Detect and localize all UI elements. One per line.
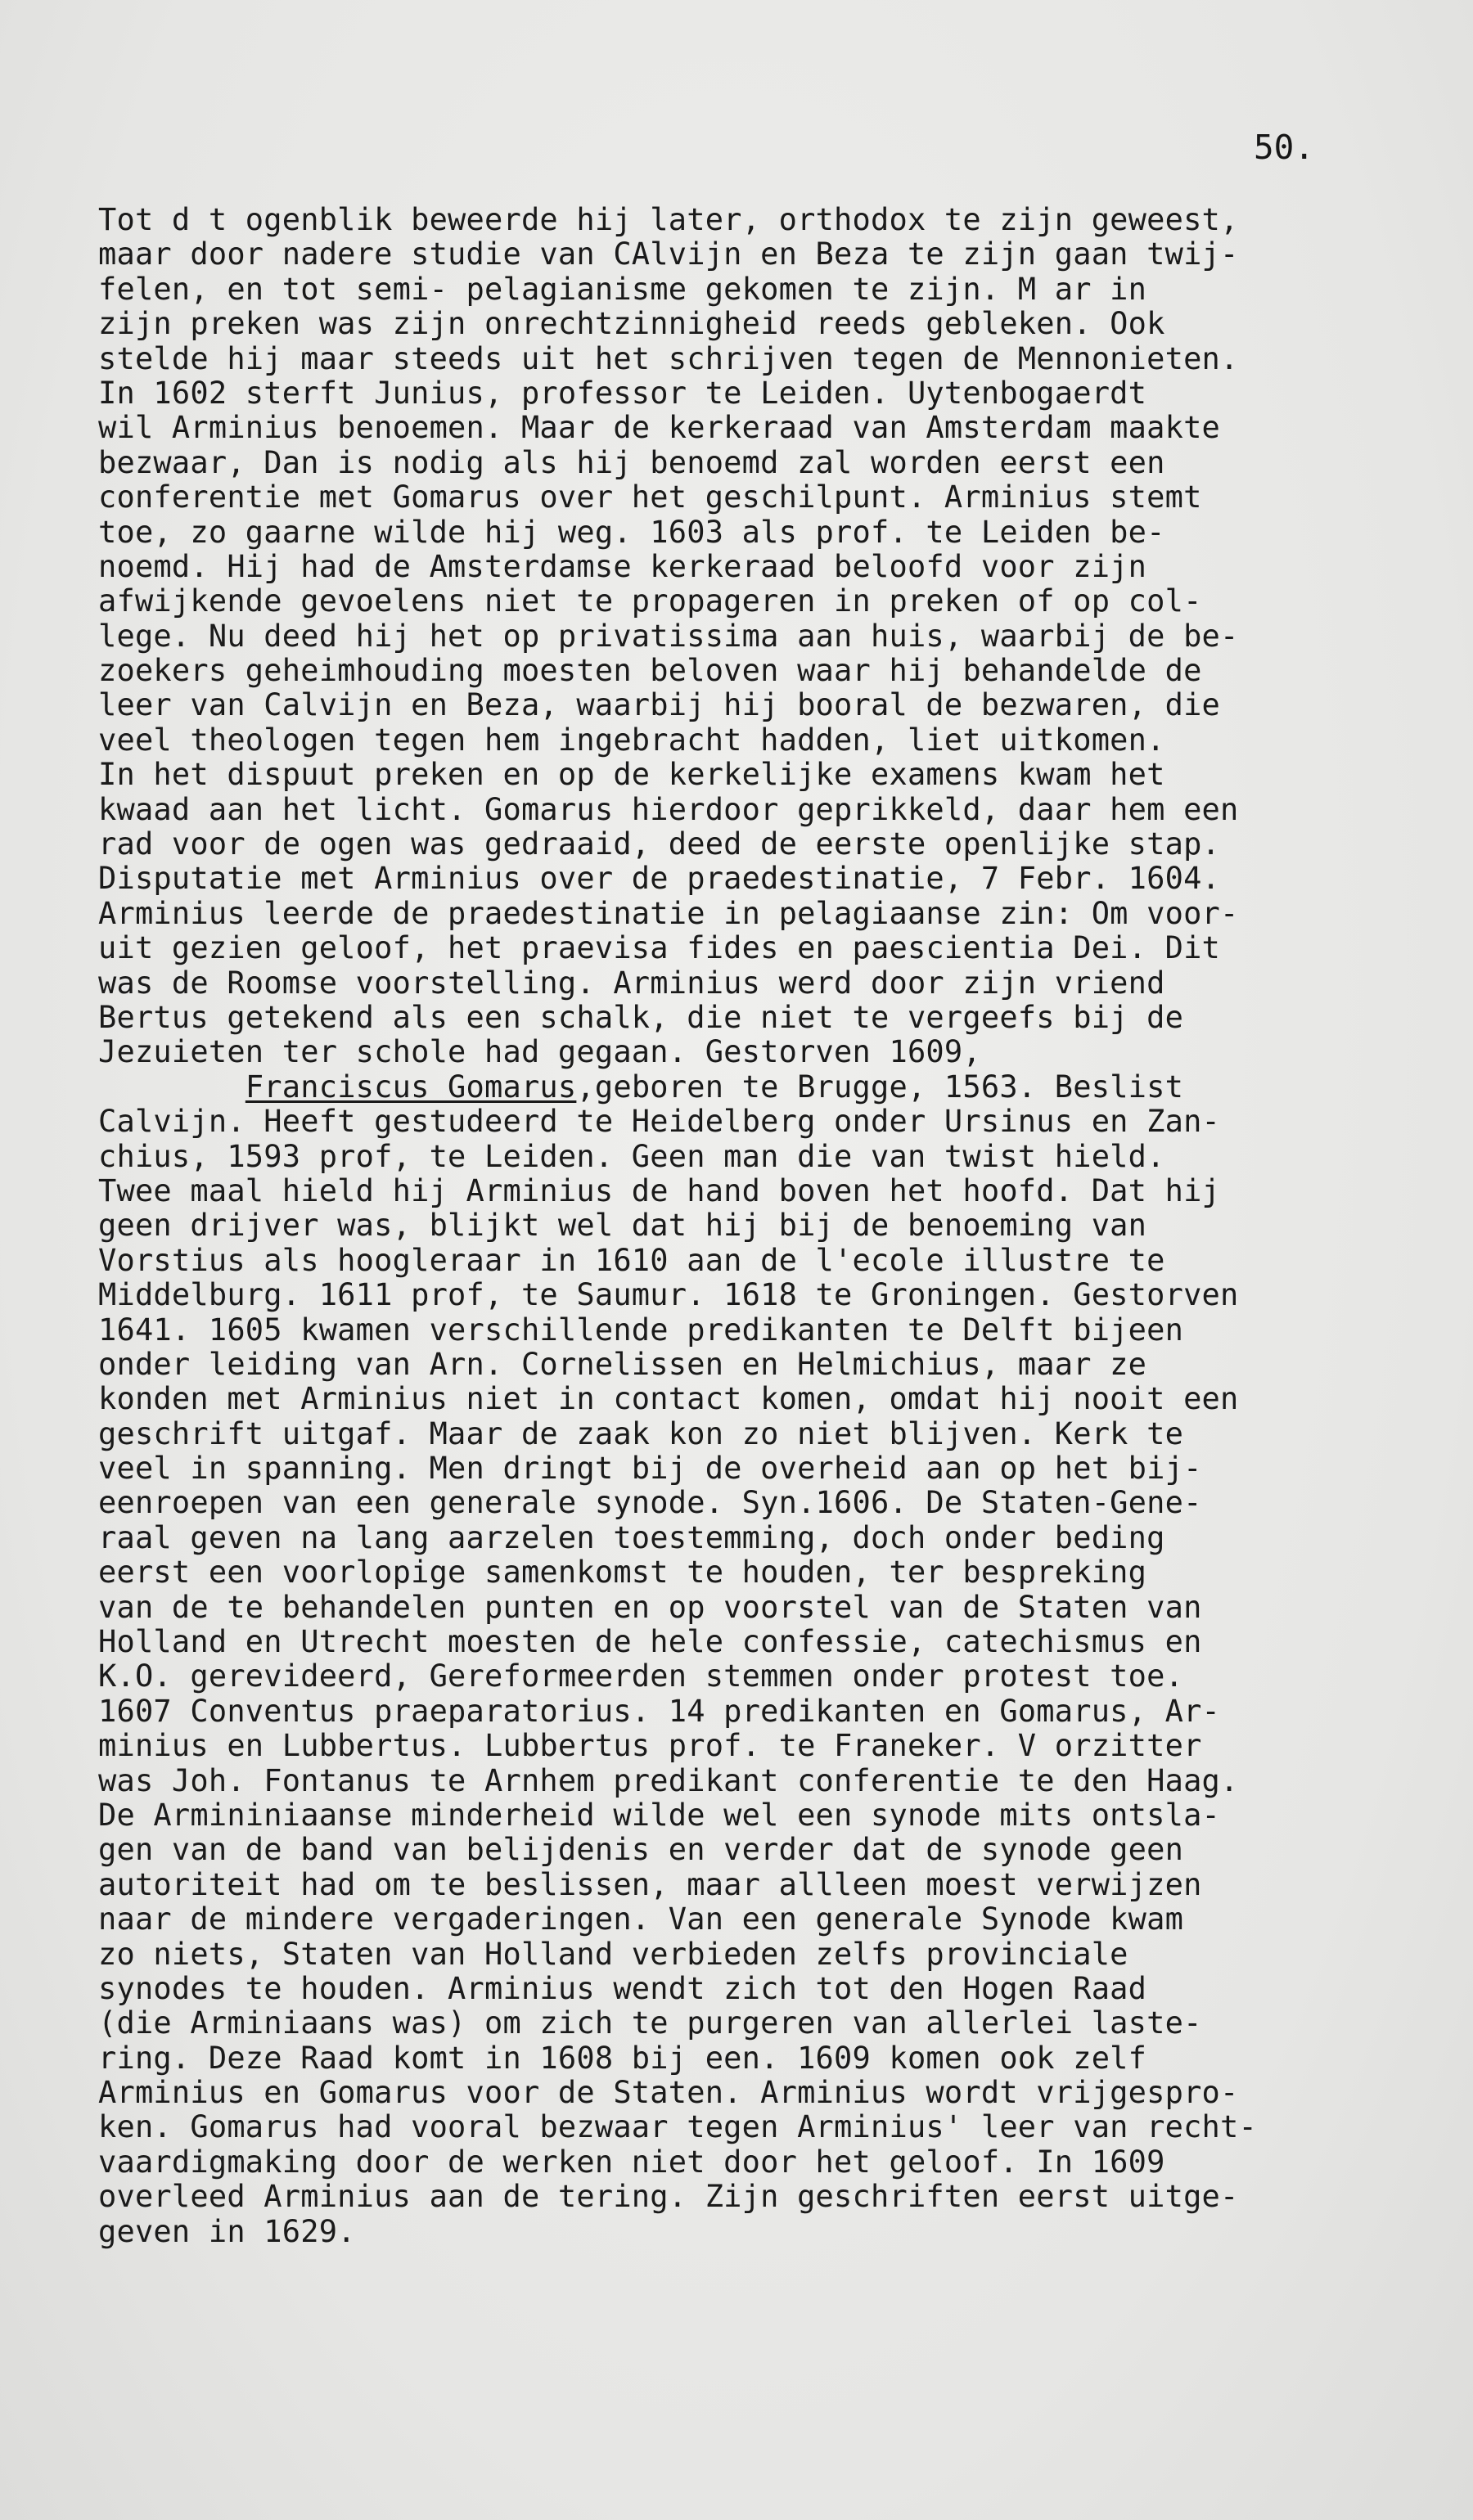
text-line: geschrift uitgaf. Maar de zaak kon zo niet blijven. Kerk te: [98, 1415, 1184, 1451]
text-line: Disputatie met Arminius over de praedestinatie, 7 Febr. 1604.: [98, 861, 1221, 897]
text-line: Arminius leerde de praedestinatie in pelagiaanse zin: Om voor-: [98, 895, 1239, 931]
text-line: was Joh. Fontanus te Arnhem predikant conferentie te den Haag.: [98, 1762, 1239, 1798]
text-line: Jezuieten ter schole had gegaan. Gestorven 1609,: [98, 1034, 981, 1070]
text-line: Calvijn. Heeft gestudeerd te Heidelberg onder Ursinus en Zan-: [98, 1104, 1221, 1140]
text-line: Bertus getekend als een schalk, die niet te vergeefs bij de: [98, 999, 1184, 1035]
text-line: Middelburg. 1611 prof, te Saumur. 1618 te Groningen. Gestorven: [98, 1277, 1239, 1313]
text-line: zo niets, Staten van Holland verbieden zelfs provinciale: [98, 1936, 1128, 1972]
text-line: synodes te houden. Arminius wendt zich tot den Hogen Raad: [98, 1970, 1147, 2006]
text-line: Franciscus Gomarus,geboren te Brugge, 1563. Beslist: [245, 1069, 1184, 1105]
text-line: vaardigmaking door de werken niet door het geloof. In 1609: [98, 2144, 1165, 2180]
text-line: 1641. 1605 kwamen verschillende predikanten te Delft bijeen: [98, 1312, 1184, 1348]
text-line: (die Arminiaans was) om zich te purgeren van allerlei laste-: [98, 2005, 1202, 2041]
text-line: geven in 1629.: [98, 2213, 356, 2249]
text-line: ring. Deze Raad komt in 1608 bij een. 1609 komen ook zelf: [98, 2040, 1147, 2076]
text-line: kwaad aan het licht. Gomarus hierdoor geprikkeld, daar hem een: [98, 791, 1239, 827]
text-line: Vorstius als hoogleraar in 1610 aan de l'ecole illustre te: [98, 1242, 1165, 1278]
text-line: chius, 1593 prof, te Leiden. Geen man die van twist hield.: [98, 1138, 1165, 1174]
text-line: bezwaar, Dan is nodig als hij benoemd zal worden eerst een: [98, 444, 1165, 480]
text-line: zijn preken was zijn onrechtzinnigheid reeds gebleken. Ook: [98, 306, 1165, 342]
text-line: In 1602 sterft Junius, professor te Leiden. Uytenbogaerdt: [98, 375, 1147, 411]
text-line: K.O. gerevideerd, Gereformeerden stemmen onder protest toe.: [98, 1658, 1184, 1694]
text-line: zoekers geheimhouding moesten beloven waar hij behandelde de: [98, 653, 1202, 689]
text-line: veel in spanning. Men dringt bij de overheid aan op het bij-: [98, 1451, 1202, 1487]
text-line: konden met Arminius niet in contact komen, omdat hij nooit een: [98, 1381, 1239, 1417]
text-line: geen drijver was, blijkt wel dat hij bij de benoeming van: [98, 1208, 1147, 1244]
text-line: veel theologen tegen hem ingebracht hadden, liet uitkomen.: [98, 722, 1165, 758]
text-line: gen van de band van belijdenis en verder dat de synode geen: [98, 1832, 1184, 1868]
text-line: autoriteit had om te beslissen, maar allleen moest verwijzen: [98, 1866, 1202, 1902]
text-line: minius en Lubbertus. Lubbertus prof. te Franeker. V orzitter: [98, 1728, 1202, 1764]
text-line: was de Roomse voorstelling. Arminius werd door zijn vriend: [98, 965, 1165, 1001]
text-line: eerst een voorlopige samenkomst te houden, ter bespreking: [98, 1555, 1147, 1591]
text-line: 1607 Conventus praeparatorius. 14 predikanten en Gomarus, Ar-: [98, 1693, 1221, 1729]
text-line: In het dispuut preken en op de kerkelijke examens kwam het: [98, 757, 1165, 793]
text-line: van de te behandelen punten en op voorstel van de Staten van: [98, 1589, 1202, 1625]
text-line: lege. Nu deed hij het op privatissima aan huis, waarbij de be-: [98, 618, 1239, 654]
text-line: raal geven na lang aarzelen toestemming, doch onder beding: [98, 1519, 1165, 1555]
text-line: conferentie met Gomarus over het geschilpunt. Arminius stemt: [98, 479, 1202, 515]
text-line: leer van Calvijn en Beza, waarbij hij booral de bezwaren, die: [98, 687, 1221, 723]
text-line: wil Arminius benoemen. Maar de kerkeraad van Amsterdam maakte: [98, 410, 1221, 446]
text-line: Arminius en Gomarus voor de Staten. Arminius wordt vrijgespro-: [98, 2075, 1239, 2111]
text-line: uit gezien geloof, het praevisa fides en paescientia Dei. Dit: [98, 930, 1221, 966]
body-text: [98, 203, 1440, 2249]
page-number: 50.: [1254, 128, 1315, 167]
text-line: naar de mindere vergaderingen. Van een generale Synode kwam: [98, 1901, 1184, 1937]
text-line: rad voor de ogen was gedraaid, deed de eerste openlijke stap.: [98, 826, 1221, 862]
text-line: afwijkende gevoelens niet te propageren in preken of op col-: [98, 583, 1202, 619]
underlined-name: Franciscus Gomarus: [245, 1069, 577, 1105]
text-line: overleed Arminius aan de tering. Zijn geschriften eerst uitge-: [98, 2179, 1239, 2215]
text-line: noemd. Hij had de Amsterdamse kerkeraad beloofd voor zijn: [98, 548, 1147, 584]
text-line: maar door nadere studie van CAlvijn en Beza te zijn gaan twij-: [98, 236, 1239, 272]
text-line: onder leiding van Arn. Cornelissen en Helmichius, maar ze: [98, 1346, 1147, 1382]
text-line: Tot d t ogenblik beweerde hij later, orthodox te zijn geweest,: [98, 202, 1239, 237]
text-line: eenroepen van een generale synode. Syn.1606. De Staten-Gene-: [98, 1485, 1202, 1521]
text-line: De Armininiaanse minderheid wilde wel een synode mits ontsla-: [98, 1797, 1221, 1833]
text-line: stelde hij maar steeds uit het schrijven tegen de Mennonieten.: [98, 340, 1239, 376]
text-line: Holland en Utrecht moesten de hele confessie, catechismus en: [98, 1624, 1202, 1660]
text-line: ken. Gomarus had vooral bezwaar tegen Arminius' leer van recht-: [98, 2109, 1257, 2145]
text-line: toe, zo gaarne wilde hij weg. 1603 als prof. te Leiden be-: [98, 514, 1165, 550]
text-line: Twee maal hield hij Arminius de hand boven het hoofd. Dat hij: [98, 1172, 1221, 1208]
text-line: felen, en tot semi- pelagianisme gekomen te zijn. M ar in: [98, 271, 1147, 307]
